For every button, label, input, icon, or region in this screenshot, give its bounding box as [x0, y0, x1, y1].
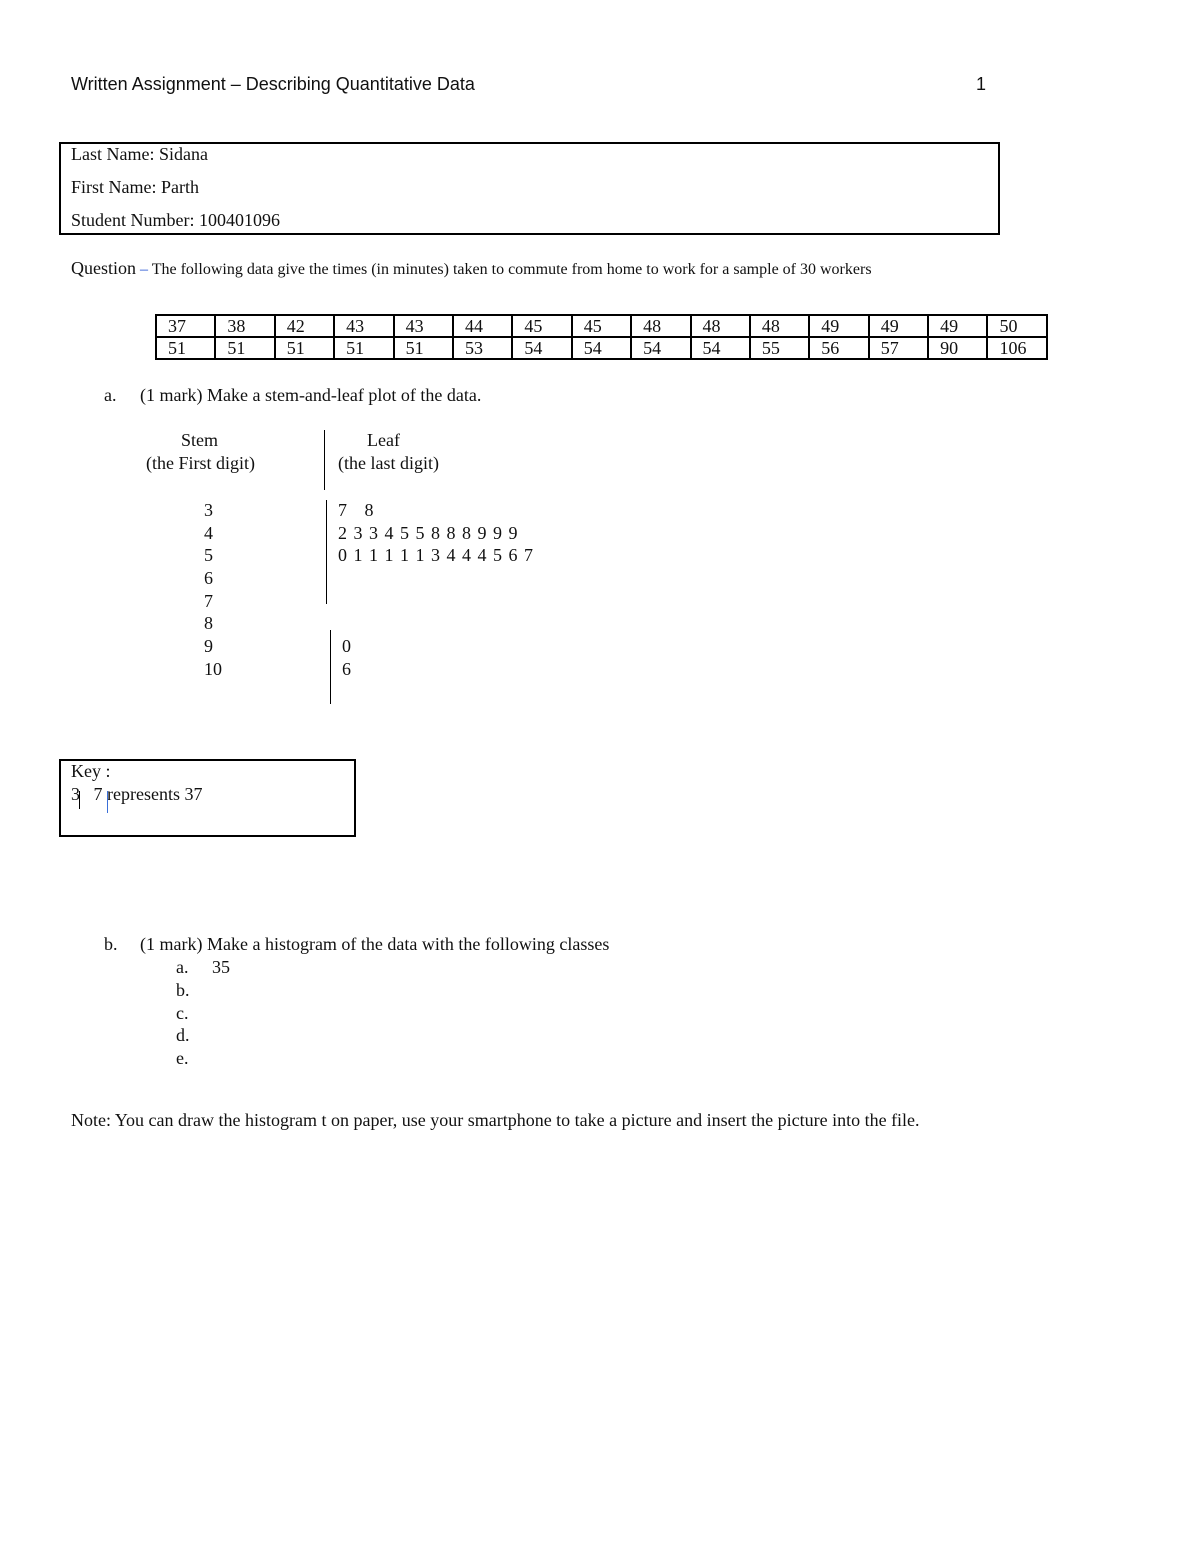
- key-text: represents 37: [107, 784, 203, 804]
- table-cell: 54: [572, 337, 631, 359]
- table-cell: 54: [512, 337, 571, 359]
- stem-value: 10: [204, 659, 222, 679]
- part-a-label: a.: [104, 385, 117, 405]
- table-cell: 54: [631, 337, 690, 359]
- key-title: Key :: [71, 761, 111, 781]
- histogram-class-item: [176, 1025, 212, 1046]
- table-cell: 48: [750, 315, 809, 337]
- stem-value: 8: [204, 613, 213, 633]
- class-label: c.: [176, 1003, 189, 1023]
- table-row: [156, 315, 1047, 337]
- class-label: e.: [176, 1048, 189, 1068]
- table-cell: 49: [869, 315, 928, 337]
- leaf-subheader: (the last digit): [338, 453, 439, 473]
- part-b-label: b.: [104, 934, 118, 954]
- histogram-class-item: [176, 1003, 212, 1024]
- question-text: [71, 258, 872, 279]
- table-cell: 51: [275, 337, 334, 359]
- student-info-box: [59, 142, 1000, 235]
- text-cursor: [107, 791, 108, 813]
- leaf-value: 7 8: [338, 500, 375, 520]
- histogram-class-item: [176, 1048, 212, 1069]
- stem-value: 7: [204, 591, 213, 611]
- class-label: d.: [176, 1025, 190, 1045]
- question-body: The following data give the times (in minutes) taken to commute from home to work for a sample of 30 workers: [151, 261, 872, 278]
- stem-leaf-divider-bottom: [330, 630, 331, 704]
- question-label: Question: [71, 258, 136, 278]
- table-cell: 45: [512, 315, 571, 337]
- table-cell: 38: [215, 315, 274, 337]
- table-cell: 51: [156, 337, 215, 359]
- leaf-value: 2 3 3 4 5 5 8 8 8 9 9 9: [338, 523, 519, 543]
- stem-subheader: (the First digit): [146, 453, 255, 473]
- key-leaf: 7: [93, 784, 103, 804]
- document-header-title: Written Assignment – Describing Quantitative Data: [71, 74, 475, 94]
- table-cell: 57: [869, 337, 928, 359]
- note-text: Note: You can draw the histogram t on paper, use your smartphone to take a picture and insert the picture into the file.: [71, 1110, 920, 1130]
- stem-header: Stem: [181, 430, 219, 450]
- part-a-text: (1 mark) Make a stem-and-leaf plot of the data.: [140, 385, 482, 405]
- stem-value: 6: [204, 568, 213, 588]
- leaf-header: Leaf: [367, 430, 400, 450]
- class-label: b.: [176, 980, 190, 1000]
- table-cell: 53: [453, 337, 512, 359]
- table-cell: 43: [334, 315, 393, 337]
- table-cell: 55: [750, 337, 809, 359]
- key-example: [71, 784, 202, 805]
- table-cell: 56: [809, 337, 868, 359]
- leaf-value: 6: [342, 659, 352, 679]
- histogram-class-item: [176, 957, 230, 978]
- student-number-field[interactable]: Student Number: 100401096: [71, 210, 280, 230]
- leaf-value: 0 1 1 1 1 1 3 4 4 4 5 6 7: [338, 545, 534, 565]
- table-cell: 42: [275, 315, 334, 337]
- table-cell: 37: [156, 315, 215, 337]
- key-box: [59, 759, 356, 837]
- table-cell: 44: [453, 315, 512, 337]
- table-cell: 49: [809, 315, 868, 337]
- question-dash: –: [140, 261, 148, 278]
- stem-value: 9: [204, 636, 213, 656]
- part-a-instruction: [104, 385, 481, 406]
- stem-value: 5: [204, 545, 213, 565]
- table-cell: 54: [691, 337, 750, 359]
- part-b-text: (1 mark) Make a histogram of the data with the following classes: [140, 934, 610, 954]
- table-cell: 48: [691, 315, 750, 337]
- page-number: 1: [976, 74, 987, 94]
- stem-leaf-divider-middle: [326, 500, 327, 604]
- table-cell: 51: [394, 337, 453, 359]
- stem-value: 3: [204, 500, 213, 520]
- table-cell: 51: [215, 337, 274, 359]
- class-value[interactable]: 35: [212, 957, 230, 977]
- table-cell: 90: [928, 337, 987, 359]
- last-name-field[interactable]: Last Name: Sidana: [71, 144, 208, 164]
- commute-data-table: [155, 314, 1048, 360]
- part-b-instruction: [104, 934, 609, 955]
- table-cell: 50: [987, 315, 1046, 337]
- class-label: a.: [176, 957, 189, 977]
- table-cell: 48: [631, 315, 690, 337]
- leaf-value: 0: [342, 636, 352, 656]
- first-name-field[interactable]: First Name: Parth: [71, 177, 199, 197]
- table-cell: 51: [334, 337, 393, 359]
- table-cell: 45: [572, 315, 631, 337]
- table-cell: 106: [987, 337, 1046, 359]
- histogram-class-item: [176, 980, 212, 1001]
- key-stem: 3: [71, 784, 80, 804]
- stem-leaf-divider-top: [324, 430, 325, 490]
- table-cell: 43: [394, 315, 453, 337]
- table-row: [156, 337, 1047, 359]
- key-divider: [79, 791, 80, 809]
- table-cell: 49: [928, 315, 987, 337]
- stem-value: 4: [204, 523, 213, 543]
